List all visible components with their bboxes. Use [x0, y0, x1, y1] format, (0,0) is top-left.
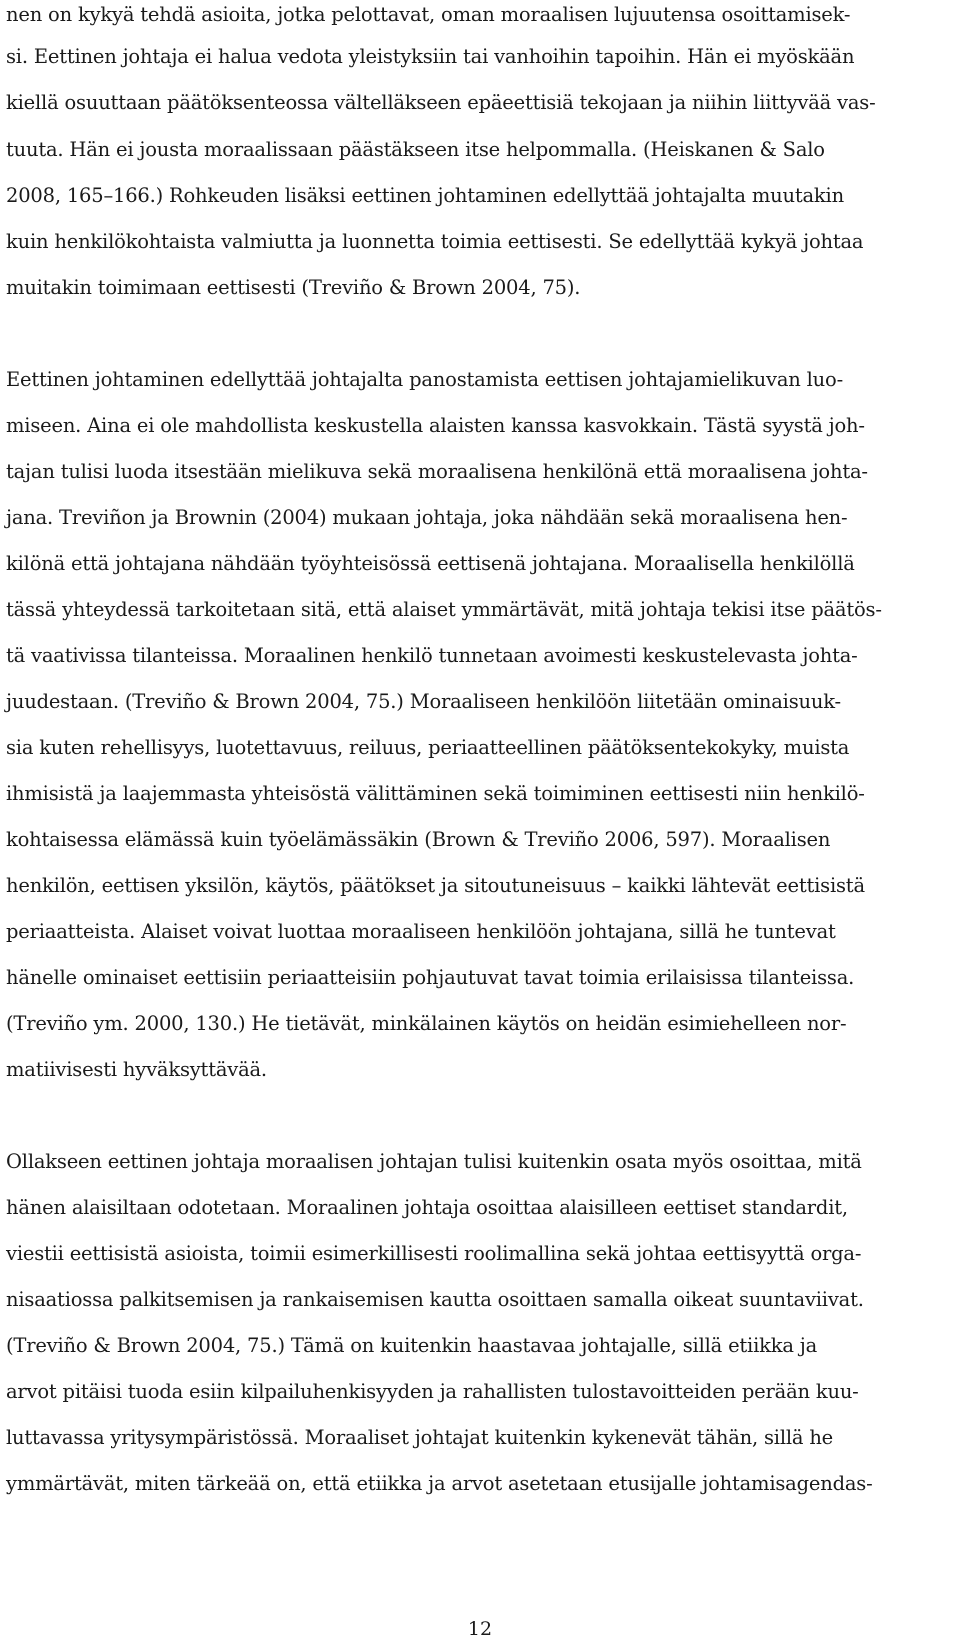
text-line: (Treviño ym. 2000, 130.) He tietävät, minkälainen käytös on heidän esimiehelleen nor- — [6, 1012, 847, 1035]
text-line: tajan tulisi luoda itsestään mielikuva sekä moraalisena henkilönä että moraalisena johta- — [6, 460, 868, 483]
text-line: juudestaan. (Treviño & Brown 2004, 75.) Moraaliseen henkilöön liitetään ominaisuuk- — [6, 690, 841, 713]
text-line: ihmisistä ja laajemmasta yhteisöstä välittäminen sekä toimiminen eettisesti niin henkilö- — [6, 782, 865, 805]
text-line: matiivisesti hyväksyttävää. — [6, 1058, 267, 1081]
text-line: nisaatiossa palkitsemisen ja rankaisemisen kautta osoittaen samalla oikeat suuntaviivat. — [6, 1288, 864, 1311]
text-line: sia kuten rehellisyys, luotettavuus, reiluus, periaatteellinen päätöksentekokyky, muista — [6, 736, 850, 759]
text-line: periaatteista. Alaiset voivat luottaa moraaliseen henkilöön johtajana, sillä he tuntevat — [6, 920, 836, 943]
text-line: si. Eettinen johtaja ei halua vedota yleistyksiin tai vanhoihin tapoihin. Hän ei myöskään — [6, 45, 855, 68]
text-line: nen on kykyä tehdä asioita, jotka pelottavat, oman moraalisen lujuutensa osoittamisek- — [6, 3, 851, 26]
text-line: miseen. Aina ei ole mahdollista keskustella alaisten kanssa kasvokkain. Tästä syystä joh- — [6, 414, 865, 437]
text-line: kohtaisessa elämässä kuin työelämässäkin (Brown & Treviño 2006, 597). Moraalisen — [6, 828, 831, 851]
text-line: tässä yhteydessä tarkoitetaan sitä, että alaiset ymmärtävät, mitä johtaja tekisi itse päätös- — [6, 598, 882, 621]
text-line: muitakin toimimaan eettisesti (Treviño & Brown 2004, 75). — [6, 276, 581, 299]
text-line: 2008, 165–166.) Rohkeuden lisäksi eettinen johtaminen edellyttää johtajalta muutakin — [6, 184, 844, 207]
text-line: viestii eettisistä asioista, toimii esimerkillisesti roolimallina sekä johtaa eettisyyttä orga- — [6, 1242, 862, 1265]
text-line: luttavassa yritysympäristössä. Moraaliset johtajat kuitenkin kykenevät tähän, sillä he — [6, 1426, 834, 1449]
text-line: Ollakseen eettinen johtaja moraalisen johtajan tulisi kuitenkin osata myös osoittaa, mitä — [6, 1150, 862, 1173]
text-line: kiellä osuuttaan päätöksenteossa vältelläkseen epäeettisiä tekojaan ja niihin liittyvää vas- — [6, 91, 876, 114]
text-line: jana. Treviñon ja Brownin (2004) mukaan johtaja, joka nähdään sekä moraalisena hen- — [6, 506, 848, 529]
text-line: hänelle ominaiset eettisiin periaatteisiin pohjautuvat tavat toimia erilaisissa tilanteissa. — [6, 966, 855, 989]
text-line: hänen alaisiltaan odotetaan. Moraalinen johtaja osoittaa alaisilleen eettiset standardit, — [6, 1196, 848, 1219]
text-line: tä vaativissa tilanteissa. Moraalinen henkilö tunnetaan avoimesti keskustelevasta johta- — [6, 644, 858, 667]
text-line: kilönä että johtajana nähdään työyhteisössä eettisenä johtajana. Moraalisella henkilöllä — [6, 552, 855, 575]
text-line: henkilön, eettisen yksilön, käytös, päätökset ja sitoutuneisuus – kaikki lähtevät eettisistä — [6, 874, 865, 897]
text-line: (Treviño & Brown 2004, 75.) Tämä on kuitenkin haastavaa johtajalle, sillä etiikka ja — [6, 1334, 818, 1357]
text-line: ymmärtävät, miten tärkeää on, että etiikka ja arvot asetetaan etusijalle johtamisagendas- — [6, 1472, 873, 1495]
page-number: 12 — [467, 1618, 493, 1640]
text-line: kuin henkilökohtaista valmiutta ja luonnetta toimia eettisesti. Se edellyttää kykyä johtaa — [6, 230, 864, 253]
text-line: Eettinen johtaminen edellyttää johtajalta panostamista eettisen johtajamielikuvan luo- — [6, 368, 843, 391]
text-line: arvot pitäisi tuoda esiin kilpailuhenkisyyden ja rahallisten tulostavoitteiden perään kuu- — [6, 1380, 859, 1403]
text-line: tuuta. Hän ei jousta moraalissaan päästäkseen itse helpommalla. (Heiskanen & Salo — [6, 138, 825, 161]
